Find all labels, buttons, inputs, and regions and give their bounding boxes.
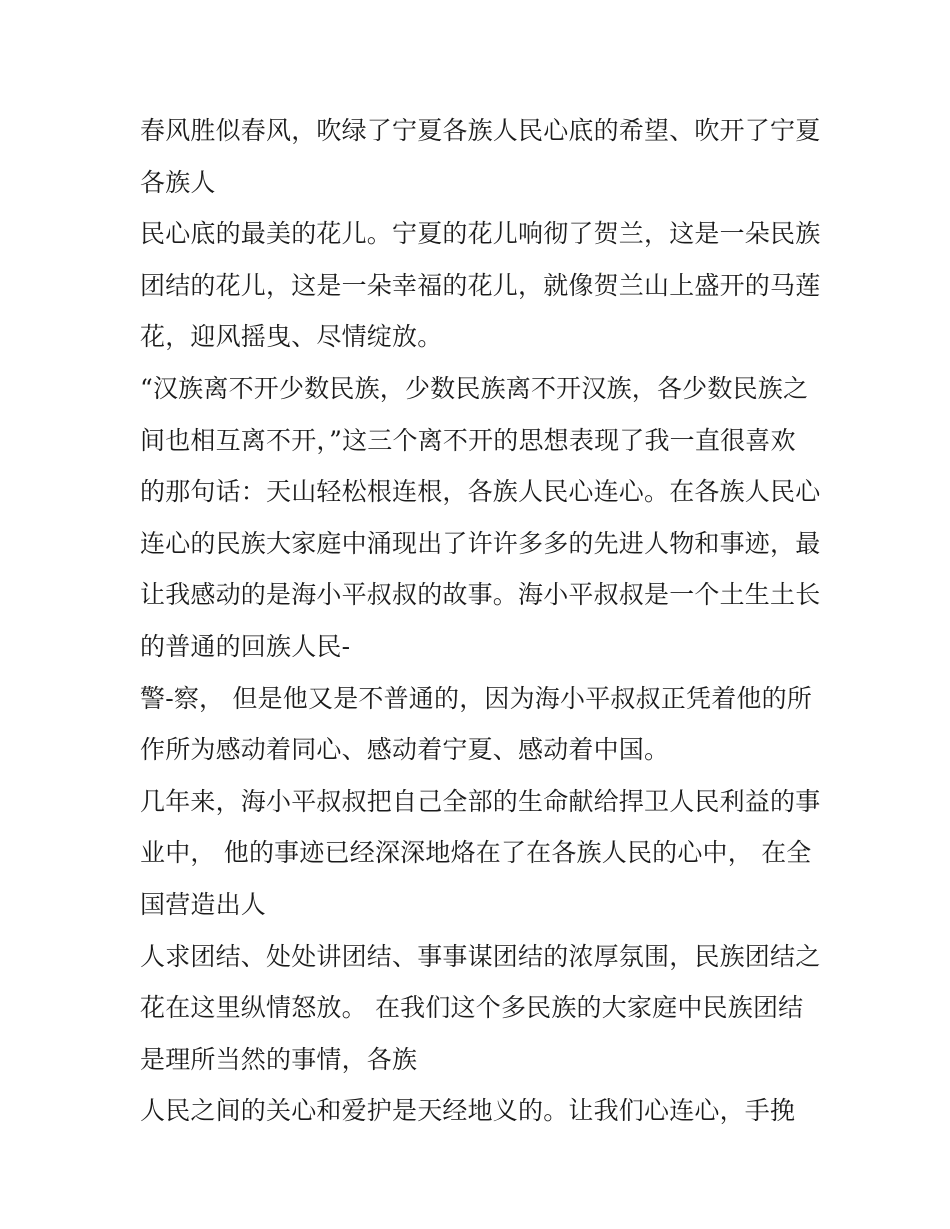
text-line: 各族人 <box>140 167 216 197</box>
text-line: 人求团结、处处讲团结、事事谋团结的浓厚氛围，民族团结之 <box>140 941 821 971</box>
text-line: 作所为感动着同心、感动着宁夏、感动着中国。 <box>140 735 670 765</box>
document-body <box>140 105 820 1137</box>
text-line: 花在这里纵情怒放。 在我们这个多民族的大家庭中民族团结 <box>140 993 804 1023</box>
text-line: 业中， 他的事迹已经深深地烙在了在各族人民的心中， 在全 <box>140 838 812 868</box>
text-line: 春风胜似春风，吹绿了宁夏各族人民心底的希望、吹开了宁夏 <box>140 116 821 145</box>
text-line: 民心底的最美的花儿。宁夏的花儿响彻了贺兰，这是一朵民族 <box>140 219 821 249</box>
text-line: 让我感动的是海小平叔叔的故事。海小平叔叔是一个土生土长 <box>140 580 821 610</box>
text-line: 团结的花儿，这是一朵幸福的花儿，就像贺兰山上盛开的马莲 <box>140 270 821 300</box>
text-line: 的普通的回族人民- <box>140 631 351 661</box>
text-line: “汉族离不开少数民族，少数民族离不开汉族，各少数民族之 <box>140 373 809 403</box>
text-line: 警-察， 但是他又是不普通的，因为海小平叔叔正凭着他的所 <box>140 683 812 713</box>
text-line: 人民之间的关心和爱护是天经地义的。让我们心连心，手挽 <box>140 1096 796 1126</box>
text-line: 的那句话：天山轻松根连根，各族人民心连心。在各族人民心 <box>140 477 821 507</box>
text-line: 间也相互离不开，”这三个离不开的思想表现了我一直很喜欢 <box>140 425 796 455</box>
text-line: 几年来，海小平叔叔把自己全部的生命献给捍卫人民利益的事 <box>140 786 821 816</box>
text-line: 连心的民族大家庭中涌现出了许许多多的先进人物和事迹，最 <box>140 528 821 558</box>
text-line: 国营造出人 <box>140 889 267 919</box>
text-line: 花，迎风摇曳、尽情绽放。 <box>140 322 443 352</box>
text-line: 是理所当然的事情，各族 <box>140 1044 418 1074</box>
